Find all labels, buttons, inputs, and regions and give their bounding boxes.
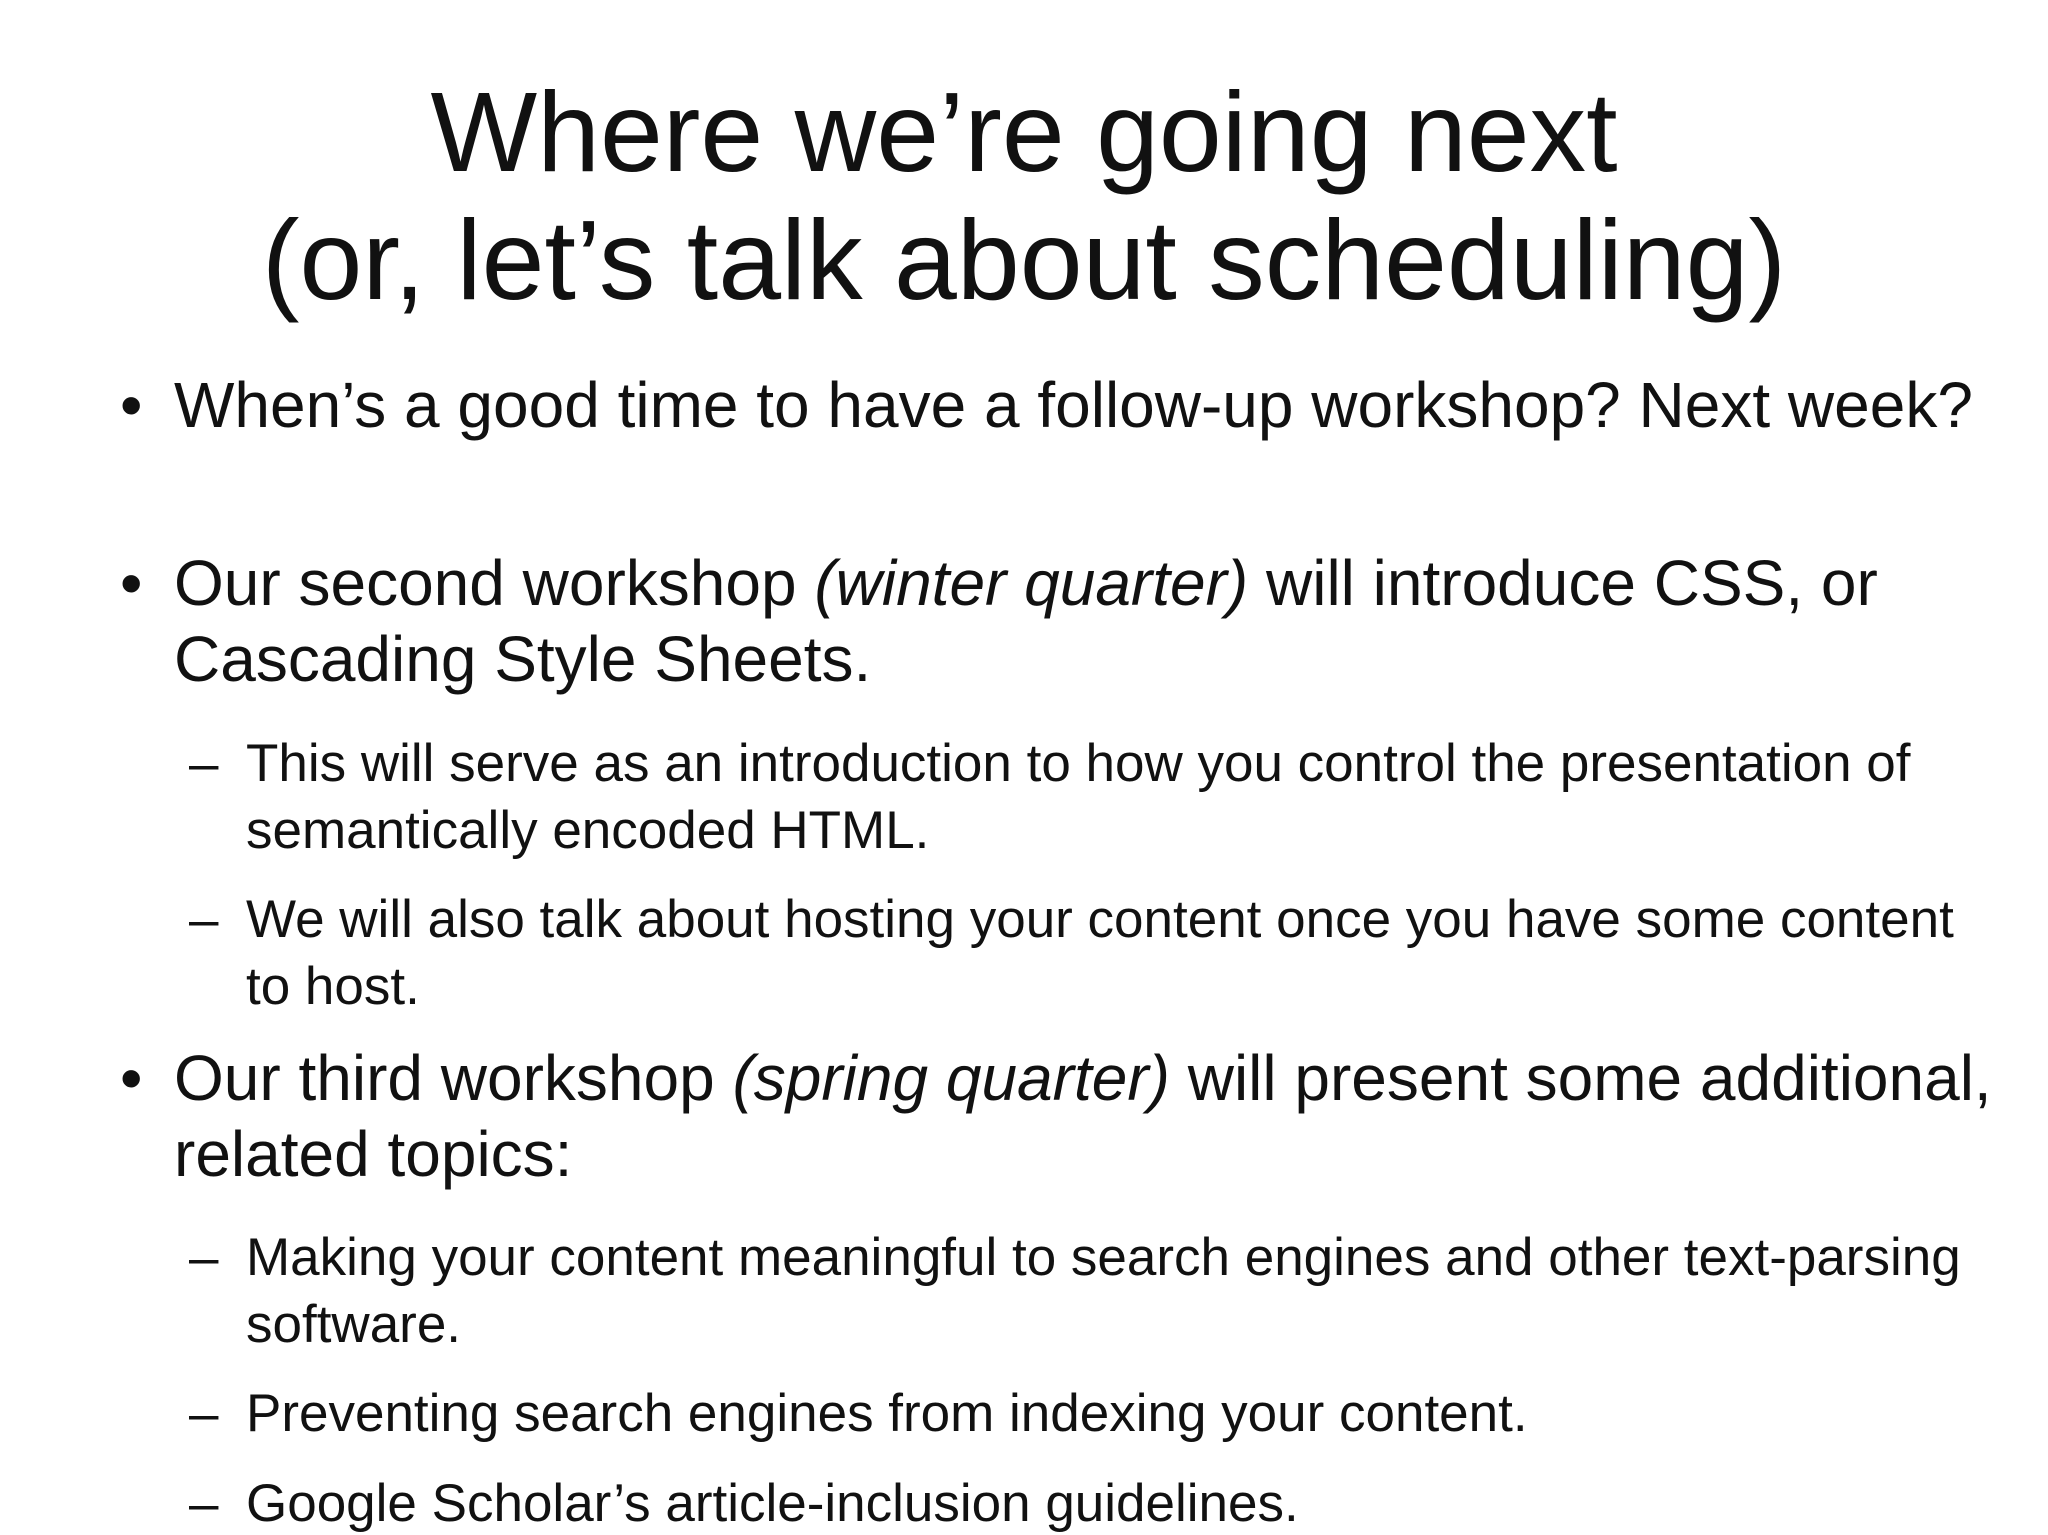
bullet-marker: • [120, 369, 143, 441]
bullet-item-second-workshop [120, 545, 2004, 697]
bullet-text-after: will present some additional, related topics: [174, 1042, 1992, 1190]
bullet-item-follow-up-workshop [120, 367, 2004, 443]
subitem-search-engines-meaningful [189, 1224, 2006, 1358]
subitem-text: Making your content meaningful to search engines and other text-parsing software. [246, 1228, 1961, 1354]
subitem-text: Google Scholar’s article-inclusion guidelines. [246, 1474, 1299, 1533]
subitem-text: This will serve as an introduction to how you control the presentation of semantically encoded HTML. [246, 734, 1911, 860]
subitem-hosting-content [189, 886, 2006, 1020]
dash-marker: – [189, 734, 219, 793]
subitem-prevent-indexing [189, 1380, 2006, 1447]
bullet-text: When’s a good time to have a follow-up workshop? Next week? [174, 369, 1973, 441]
bullet-emphasis-spring-quarter: (spring quarter) [732, 1042, 1170, 1114]
subitem-google-scholar-guidelines [189, 1470, 2006, 1535]
dash-marker: – [189, 890, 219, 949]
dash-marker: – [189, 1228, 219, 1287]
slide-title-line-1: Where we’re going next [430, 69, 1618, 195]
bullet-item-third-workshop [120, 1040, 2004, 1192]
slide-title [0, 68, 2048, 324]
dash-marker: – [189, 1384, 219, 1443]
bullet-text-before: Our second workshop [174, 547, 815, 619]
bullet-text-before: Our third workshop [174, 1042, 733, 1114]
slide-title-line-2: (or, let’s talk about scheduling) [261, 197, 1787, 323]
bullet-emphasis-winter-quarter: (winter quarter) [814, 547, 1249, 619]
subitem-text: Preventing search engines from indexing your content. [246, 1384, 1528, 1443]
bullet-text-after: will introduce CSS, or Cascading Style Sheets. [174, 547, 1878, 695]
dash-marker: – [189, 1474, 219, 1533]
subitem-text: We will also talk about hosting your content once you have some content to host. [246, 890, 1954, 1016]
bullet-marker: • [120, 1042, 143, 1114]
subitem-css-introduction [189, 730, 2006, 864]
bullet-marker: • [120, 547, 143, 619]
